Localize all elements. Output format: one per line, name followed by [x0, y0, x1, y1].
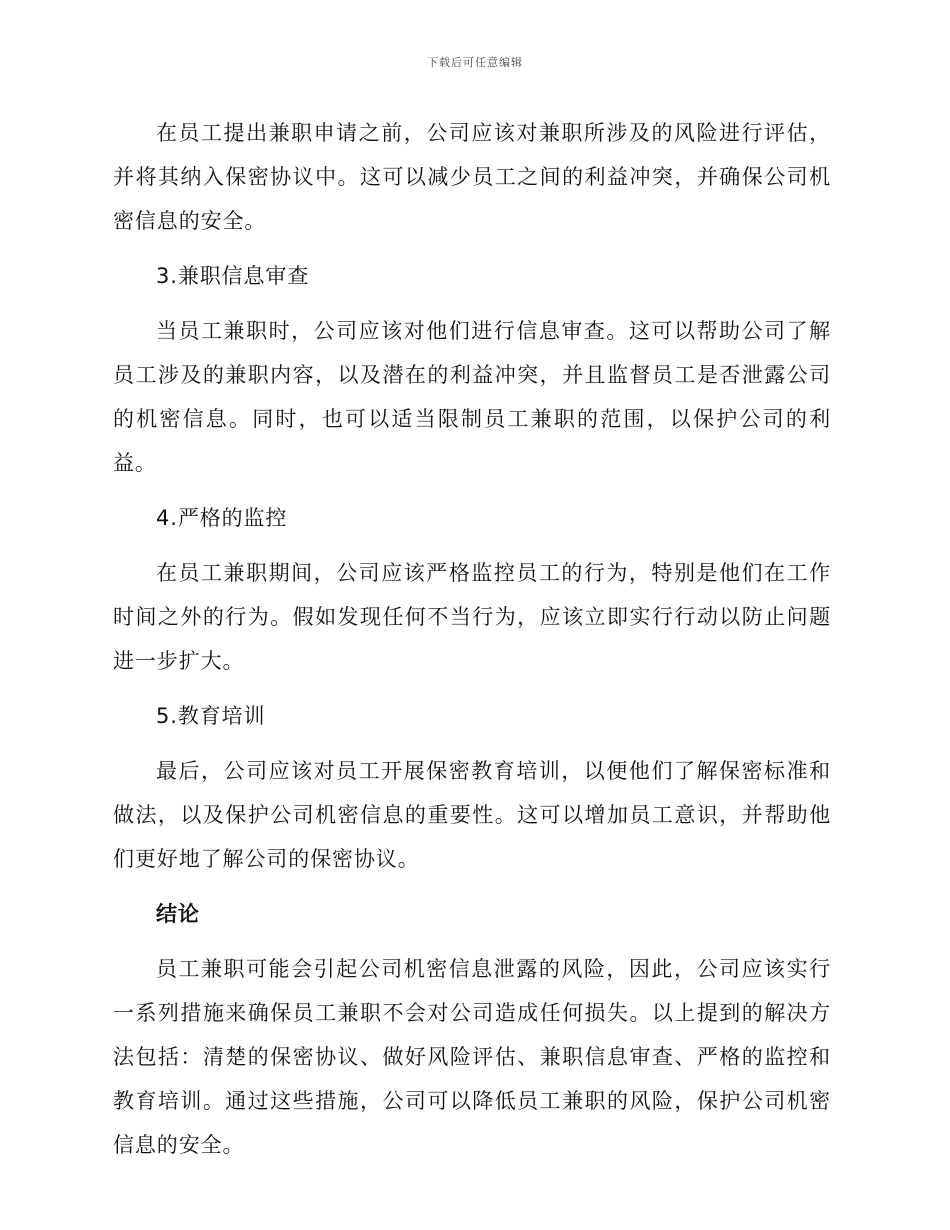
heading-strict-monitoring: 4.严格的监控 [156, 506, 288, 530]
paragraph-strict-monitoring: 在员工兼职期间，公司应该严格监控员工的行为，特别是他们在工作时间之外的行为。假如发现任何不当行为，应该立即实行行动以防止问题进一步扩大。 [113, 561, 831, 673]
header-note: 下载后可任意编辑 [427, 56, 523, 69]
paragraph-conclusion: 员工兼职可能会引起公司机密信息泄露的风险，因此，公司应该实行一系列措施来确保员工兼职不会对公司造成任何损失。以上提到的解决方法包括：清楚的保密协议、做好风险评估、兼职信息审查、严格的监控和教育培训。通过这些措施，公司可以降低员工兼职的风险，保护公司机密信息的安全。 [113, 957, 831, 1157]
paragraph-info-review: 当员工兼职时，公司应该对他们进行信息审查。这可以帮助公司了解员工涉及的兼职内容，以及潜在的利益冲突，并且监督员工是否泄露公司的机密信息。同时，也可以适当限制员工兼职的范围，以保护公司的利益。 [113, 319, 831, 475]
paragraph-risk-assessment: 在员工提出兼职申请之前，公司应该对兼职所涉及的风险进行评估，并将其纳入保密协议中。这可以减少员工之间的利益冲突，并确保公司机密信息的安全。 [113, 121, 831, 233]
heading-education-training: 5.教育培训 [156, 704, 266, 728]
document-body [113, 111, 831, 1178]
paragraph-education-training: 最后，公司应该对员工开展保密教育培训，以便他们了解保密标准和做法，以及保护公司机密信息的重要性。这可以增加员工意识，并帮助他们更好地了解公司的保密协议。 [113, 759, 831, 871]
heading-conclusion: 结论 [156, 902, 200, 926]
heading-info-review: 3.兼职信息审查 [156, 264, 310, 288]
